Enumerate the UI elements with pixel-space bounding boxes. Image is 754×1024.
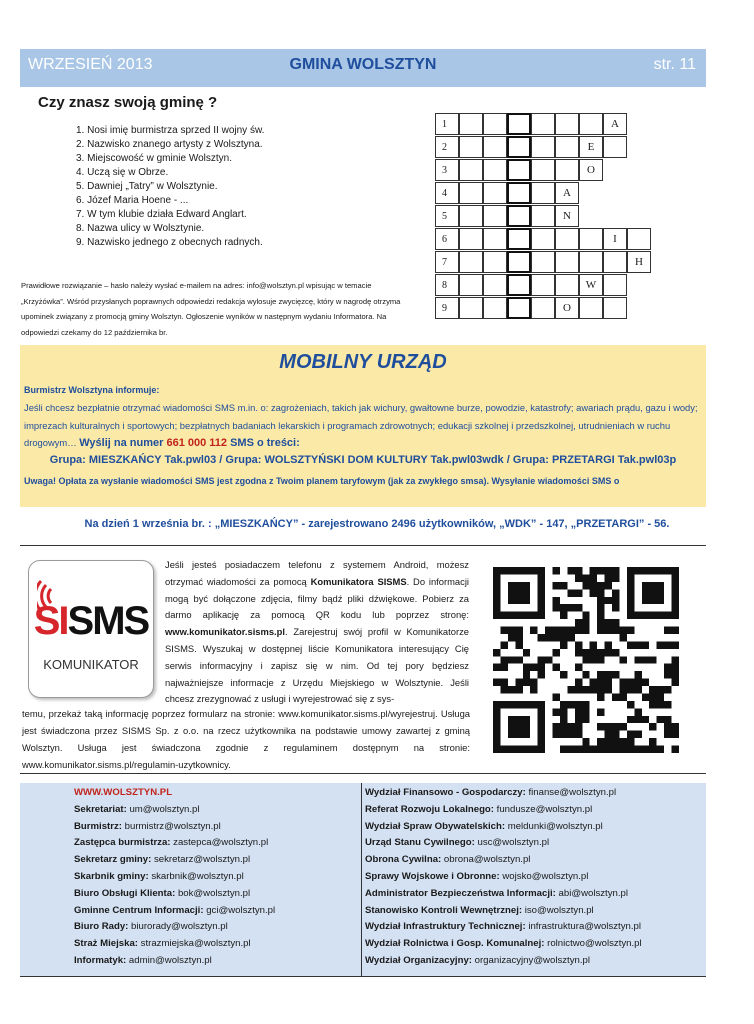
divider [20, 545, 706, 546]
issue-date: WRZESIEŃ 2013 [28, 56, 153, 73]
crossword-cell[interactable] [483, 205, 507, 227]
contact-email[interactable]: finanse@wolsztyn.pl [528, 787, 617, 798]
sisms-link[interactable]: www.komunikator.sisms.pl [165, 626, 285, 638]
contact-label: Wydział Finansowo - Gospodarczy: [365, 787, 526, 798]
contact-item [365, 953, 642, 970]
contact-email[interactable]: wojsko@wolsztyn.pl [502, 870, 589, 882]
clue-item: 6. Józef Maria Hoene - ... [76, 195, 189, 206]
crossword-clues [76, 124, 264, 250]
crossword-key-cell[interactable] [507, 251, 531, 273]
hint-letter: O [563, 302, 571, 314]
contact-label: Urząd Stanu Cywilnego: [365, 837, 475, 849]
clue-number: 9 [442, 303, 447, 314]
hint-letter: W [585, 279, 597, 291]
crossword-key-cell[interactable] [507, 205, 531, 227]
contact-label: Obrona Cywilna: [365, 854, 442, 866]
crossword-cell[interactable] [459, 136, 483, 158]
contact-label: Stanowisko Kontroli Wewnętrznej: [365, 904, 523, 916]
sms-groups: Grupa: MIESZKAŃCY Tak.pwl03 / Grupa: WOLSZTYŃSKI DOM KULTURY Tak.pwl03wdk / Grupa: PRZETARGI Tak.pwl03p [49, 454, 677, 466]
contact-email[interactable]: meldunki@wolsztyn.pl [507, 820, 603, 832]
hint-letter: O [587, 164, 595, 176]
contact-label: Wydział Rolnictwa i Gosp. Komunalnej: [365, 938, 545, 950]
contact-item [74, 852, 275, 869]
crossword-cell[interactable] [603, 113, 627, 135]
contact-item [365, 802, 642, 819]
crossword-cell[interactable] [579, 113, 603, 135]
clue-number: 2 [442, 142, 447, 153]
crossword-cell[interactable] [603, 251, 627, 273]
quiz-instructions: Prawidłowe rozwiązanie – hasło należy wysłać e-mailem na adres: info@wolsztyn.pl wpisując w temacie „Krzyżówka”. Wśród przysłanych poprawnych odpowiedzi redakcja wylosuje zwycięzcę, który w nagrodę otrzyma upominek związany z promocją gminy Wolsztyn. Ogłoszenie wyników w następnym wydaniu Informatora. Na odpowiedzi czekamy do 12 października br. [21, 281, 401, 337]
hint-letter: A [563, 187, 571, 199]
contact-label: Wydział Organizacyjny: [365, 954, 472, 966]
crossword-cell[interactable] [531, 205, 555, 227]
crossword-cell[interactable] [483, 228, 507, 250]
crossword-cell[interactable] [555, 297, 579, 319]
mobile-office-box [20, 345, 706, 507]
contact-email[interactable]: fundusze@wolsztyn.pl [496, 803, 593, 815]
contact-item [74, 936, 275, 953]
crossword-cell[interactable] [555, 182, 579, 204]
crossword-cell[interactable] [531, 159, 555, 181]
crossword-cell[interactable] [555, 251, 579, 273]
crossword-cell[interactable] [459, 182, 483, 204]
crossword-cell[interactable] [435, 159, 459, 181]
crossword-key-cell[interactable] [507, 159, 531, 181]
clue-item: 3. Miejscowość w gminie Wolsztyn. [76, 153, 232, 164]
crossword-cell[interactable] [579, 159, 603, 181]
contact-email[interactable]: infrastruktura@wolsztyn.pl [528, 921, 641, 933]
contact-label: Wydział Infrastruktury Technicznej: [365, 921, 526, 933]
sisms-description-continued: temu, przekaż taką informację poprzez formularz na stronie: www.komunikator.sisms.pl/wyrejestruj. Usługa jest świadczona przez SISMS Sp. z o.o. na rzecz użytkownika na podstawie umowy zawartej z gminą Wolsztyn. Usługa jest świadczona zgodnie z regulaminem dostępnym na stronie: www.komunikator.sisms.pl/regulamin-uzytkownicy. [22, 708, 470, 770]
website-link[interactable]: WWW.WOLSZTYN.PL [74, 787, 173, 798]
crossword-cell[interactable] [579, 251, 603, 273]
crossword-key-cell[interactable] [507, 297, 531, 319]
clue-number: 8 [442, 280, 447, 291]
sms-warning: Uwaga! Opłata za wysłanie wiadomości SMS jest zgodna z Twoim planem taryfowym (jak za zwykłego smsa). Wysyłanie wiadomości SMS o [24, 476, 620, 486]
hint-letter: E [587, 141, 595, 153]
crossword-cell[interactable] [531, 274, 555, 296]
contact-item [74, 819, 275, 836]
hint-letter: H [635, 256, 643, 268]
column-divider [361, 783, 362, 976]
contact-item [74, 953, 275, 970]
crossword-cell[interactable] [531, 297, 555, 319]
contact-email[interactable]: admin@wolsztyn.pl [128, 954, 212, 966]
crossword-cell[interactable] [531, 228, 555, 250]
contact-item [74, 835, 275, 852]
crossword-key-cell[interactable] [507, 228, 531, 250]
contact-email[interactable]: organizacyjny@wolsztyn.pl [474, 954, 590, 966]
sms-number: 661 000 112 [166, 437, 228, 449]
clue-item: 5. Dawniej „Tatry” w Wolsztynie. [76, 181, 218, 192]
contact-item [365, 819, 642, 836]
clue-number: 6 [442, 234, 447, 245]
crossword-cell[interactable] [603, 274, 627, 296]
sisms-logo [28, 560, 154, 698]
contact-email[interactable]: sekretarz@wolsztyn.pl [153, 854, 251, 866]
crossword-cell[interactable] [483, 159, 507, 181]
clue-number: 7 [442, 257, 447, 268]
contact-item [365, 869, 642, 886]
contact-label: Sekretariat: [74, 803, 127, 815]
crossword-cell[interactable] [579, 228, 603, 250]
crossword-cell[interactable] [555, 113, 579, 135]
crossword-cell[interactable] [531, 136, 555, 158]
mobile-office-title: MOBILNY URZĄD [279, 351, 447, 373]
clue-item: 2. Nazwisko znanego artysty z Wolsztyna. [76, 139, 263, 150]
divider [20, 773, 706, 774]
crossword-cell[interactable] [483, 297, 507, 319]
crossword-cell[interactable] [579, 274, 603, 296]
crossword-key-cell[interactable] [507, 182, 531, 204]
crossword-cell[interactable] [627, 251, 651, 273]
crossword-cell[interactable] [483, 251, 507, 273]
contact-item [365, 936, 642, 953]
crossword-cell[interactable] [579, 297, 603, 319]
clue-item: 1. Nosi imię burmistrza sprzed II wojny św. [76, 125, 265, 136]
contact-item [365, 919, 642, 936]
contact-email[interactable]: strazmiejska@wolsztyn.pl [140, 938, 251, 950]
crossword-cell[interactable] [531, 251, 555, 273]
contact-label: Straż Miejska: [74, 938, 138, 950]
contact-item [74, 886, 275, 903]
contact-label: Gminne Centrum Informacji: [74, 904, 204, 916]
contact-label: Administrator Bezpieczeństwa Informacji: [365, 887, 556, 899]
crossword-cell[interactable] [435, 297, 459, 319]
clue-number: 3 [442, 165, 447, 176]
crossword-cell[interactable] [435, 113, 459, 135]
crossword-key-cell[interactable] [507, 274, 531, 296]
page-number: str. 11 [653, 56, 696, 73]
crossword-cell[interactable] [459, 159, 483, 181]
crossword-cell[interactable] [483, 113, 507, 135]
hint-letter: N [563, 210, 571, 222]
crossword-cell[interactable] [459, 297, 483, 319]
clue-number: 1 [442, 119, 447, 130]
sisms-wordmark: SISMS [33, 599, 149, 643]
contact-item [365, 903, 642, 920]
contact-email[interactable]: biurorady@wolsztyn.pl [131, 921, 228, 933]
crossword-cell[interactable] [555, 136, 579, 158]
mobile-office-body: Jeśli chcesz bezpłatnie otrzymać wiadomości SMS m.in. o: zagrożeniach, takich jak wichury, gwałtowne burze, powodzie, katastrofy; awariach prądu, gazu i wody; imprezach kulturalnych i sportowych; bezpłatnych badaniach lekarskich i programach zdrowotnych; edukacji szkolnej i przedszkolnej, utrudnieniach w ruchu drogowym… Wyślij na numer 661 000 112 SMS o treści: [24, 402, 698, 449]
crossword-cell[interactable] [555, 159, 579, 181]
crossword-cell[interactable] [531, 113, 555, 135]
clue-number: 4 [442, 188, 447, 199]
publication-title: GMINA WOLSZTYN [289, 56, 437, 73]
mobile-office-heading: Burmistrz Wolsztyna informuje: [24, 385, 160, 395]
contact-item [365, 852, 642, 869]
crossword-key-cell[interactable] [507, 136, 531, 158]
contact-item [74, 802, 275, 819]
sisms-description: Jeśli jesteś posiadaczem telefonu z systemem Android, możesz otrzymać wiadomości za pomocą Komunikatora SISMS. Do informacji mogą być dołączone zdjęcia, filmy bądź pliki dźwiękowe. Pobierz za darmo aplikację za pomocą QR kodu lub poprzez stronę: www.komunikator.sisms.pl. Zarejestruj swój profil w Komunikatorze SISMS. Wyszukaj w dostępnej liście Komunikatora interesujący Cię serwis informacyjny i zapisz się w nim. Od tej pory będziesz najważniejsze informacje z Urzędu Miejskiego w Wolsztynie. Jeśli chcesz zrezygnować z usługi i wyrejestrować się z sys- [165, 559, 469, 705]
crossword-grid [435, 113, 681, 321]
crossword-cell[interactable] [555, 274, 579, 296]
crossword-cell[interactable] [459, 274, 483, 296]
clue-item: 4. Uczą się w Obrze. [76, 167, 169, 178]
contact-email[interactable]: gci@wolsztyn.pl [206, 904, 276, 916]
crossword-cell[interactable] [483, 274, 507, 296]
crossword-cell[interactable] [435, 182, 459, 204]
crossword-cell[interactable] [627, 228, 651, 250]
clue-item: 9. Nazwisko jednego z obecnych radnych. [76, 237, 263, 248]
contact-label: Burmistrz: [74, 820, 122, 832]
contact-label: Sprawy Wojskowe i Obronne: [365, 870, 500, 882]
crossword-cell[interactable] [459, 228, 483, 250]
contact-email[interactable]: um@wolsztyn.pl [129, 803, 200, 815]
crossword-cell[interactable] [483, 182, 507, 204]
contact-label: Wydział Spraw Obywatelskich: [365, 820, 506, 832]
contact-email[interactable]: burmistrz@wolsztyn.pl [124, 820, 221, 832]
crossword-cell[interactable] [603, 297, 627, 319]
hint-letter: A [611, 118, 619, 130]
contact-email[interactable]: usc@wolsztyn.pl [477, 837, 550, 849]
contact-label: Informatyk: [74, 954, 127, 966]
contact-item [365, 886, 642, 903]
qr-code-icon[interactable] [493, 567, 679, 753]
registration-stats: Na dzień 1 września br. : „MIESZKAŃCY” - zarejestrowano 2496 użytkowników, „WDK” - 147, „PRZETARGI” - 56. [84, 518, 670, 530]
crossword-cell[interactable] [555, 205, 579, 227]
contact-label: Sekretarz gminy: [74, 854, 152, 866]
crossword-cell[interactable] [483, 136, 507, 158]
contact-email[interactable]: skarbnik@wolsztyn.pl [151, 870, 244, 882]
contact-email[interactable]: iso@wolsztyn.pl [524, 904, 594, 916]
crossword-cell[interactable] [603, 136, 627, 158]
crossword-cell[interactable] [579, 136, 603, 158]
clue-item: 7. W tym klubie działa Edward Anglart. [76, 209, 247, 220]
crossword-cell[interactable] [435, 136, 459, 158]
contacts-left-column [74, 785, 275, 970]
contact-email[interactable]: obrona@wolsztyn.pl [443, 854, 531, 866]
contact-item [365, 835, 642, 852]
contact-item [365, 785, 642, 802]
contact-item [74, 903, 275, 920]
contact-email[interactable]: zastepca@wolsztyn.pl [173, 837, 269, 849]
crossword-cell[interactable] [435, 228, 459, 250]
crossword-cell[interactable] [459, 251, 483, 273]
contact-email[interactable]: bok@wolsztyn.pl [177, 887, 251, 899]
hint-letter: I [613, 233, 617, 245]
contacts-right-column [365, 785, 642, 970]
crossword-cell[interactable] [459, 205, 483, 227]
contact-item [74, 919, 275, 936]
sisms-subtitle: KOMUNIKATOR [43, 657, 139, 672]
contact-label: Zastępca burmistrza: [74, 837, 171, 849]
crossword-cell[interactable] [531, 182, 555, 204]
crossword-cell[interactable] [459, 113, 483, 135]
page-header [20, 49, 706, 87]
contact-label: Biuro Obsługi Klienta: [74, 887, 176, 899]
quiz-title: Czy znasz swoją gminę ? [38, 94, 218, 111]
contact-label: Referat Rozwoju Lokalnego: [365, 803, 494, 815]
contact-label: Biuro Rady: [74, 921, 129, 933]
crossword-cell[interactable] [555, 228, 579, 250]
crossword-cell[interactable] [435, 205, 459, 227]
crossword-cell[interactable] [603, 228, 627, 250]
clue-item: 8. Nazwa ulicy w Wolsztynie. [76, 223, 205, 234]
crossword-cell[interactable] [435, 251, 459, 273]
crossword-key-cell[interactable] [507, 113, 531, 135]
crossword-cell[interactable] [435, 274, 459, 296]
contacts-box [20, 783, 706, 977]
clue-number: 5 [442, 211, 447, 222]
contact-email[interactable]: rolnictwo@wolsztyn.pl [547, 938, 642, 950]
contact-email[interactable]: abi@wolsztyn.pl [558, 887, 628, 899]
contact-label: Skarbnik gminy: [74, 870, 149, 882]
contact-item [74, 869, 275, 886]
